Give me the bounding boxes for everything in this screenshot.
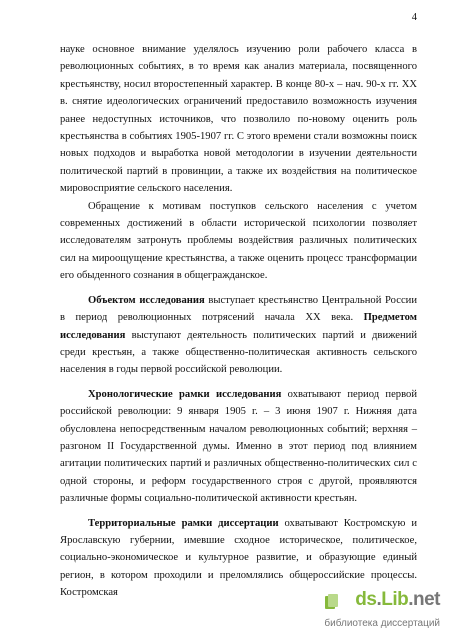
paragraph-text: охватывают Костромскую и Ярославскую губернии, имевшие сходное историческое, политическое, социально-экономическое и культурное развитие, и образующие единый регион, в котором проходили и преломлялись общероссийские процессы. Костромская (60, 517, 417, 599)
paragraph (60, 386, 417, 508)
watermark-subtitle: библиотека диссертаций (324, 618, 440, 629)
paragraph-text: Обращение к мотивам поступков сельского населения с учетом современных достижений в области исторической психологии позволяет исследователям затронуть проблемы воздействия различных политических сил на мироощущение крестьянства, а также оценить процесс трансформации его обыденного сознания в общегражданское. (60, 200, 417, 282)
paragraph (60, 41, 417, 198)
paragraph-text: выступает крестьянство Центральной России в период революционных потрясений начала XX века. (60, 294, 417, 324)
paragraph-text: охватывают период первой российской революции: 9 января 1905 г. – 3 июня 1907 г. Нижняя дата обусловлена непосредственным началом революционных событий; верхняя – разгоном II Государственной думы. Именно в этот период под влиянием агитации политических партий и различных общественно-политических сил с одной стороны, и реформ государственного строя с другой, проявляются различные формы социально-политической активности крестьян. (60, 388, 417, 505)
paragraph (60, 292, 417, 379)
bold-term: Территориальные рамки диссертации (88, 517, 279, 529)
paragraph (60, 198, 417, 285)
bold-term: Хронологические рамки исследования (88, 388, 282, 400)
dslib-watermark[interactable] (324, 589, 440, 629)
document-body (60, 41, 417, 602)
paragraph-text: науке основное внимание уделялось изучению роли рабочего класса в революционных событиях, в то время как анализ материала, посвященного крестьянству, носил второстепенный характер. В конце 80-х – нач. 90-х гг. XX в. снятие идеологических ограничений предоставило возможность изучения ранее недоступных источников, что позволило по-новому оценить роль крестьянства в событиях 1905-1907 гг. С этого времени стали возможны поиск новых подходов и выработка новой методологии в изучении деятельности политической партий в провинции, а также их воздействия на политическое мировосприятие сельского населения. (60, 44, 417, 195)
bold-term: Предметом исследования (60, 312, 417, 341)
page-number: 4 (411, 12, 417, 23)
bold-term: Объектом исследования (88, 294, 205, 306)
watermark-logo: ds.Lib.net (355, 589, 440, 610)
dslib-logo-icon (324, 593, 340, 611)
paragraph-text: выступают деятельность политических партий и движений среди крестьян, а также общественно-политическая активность сельского населения в годы первой российской революции. (60, 329, 417, 376)
